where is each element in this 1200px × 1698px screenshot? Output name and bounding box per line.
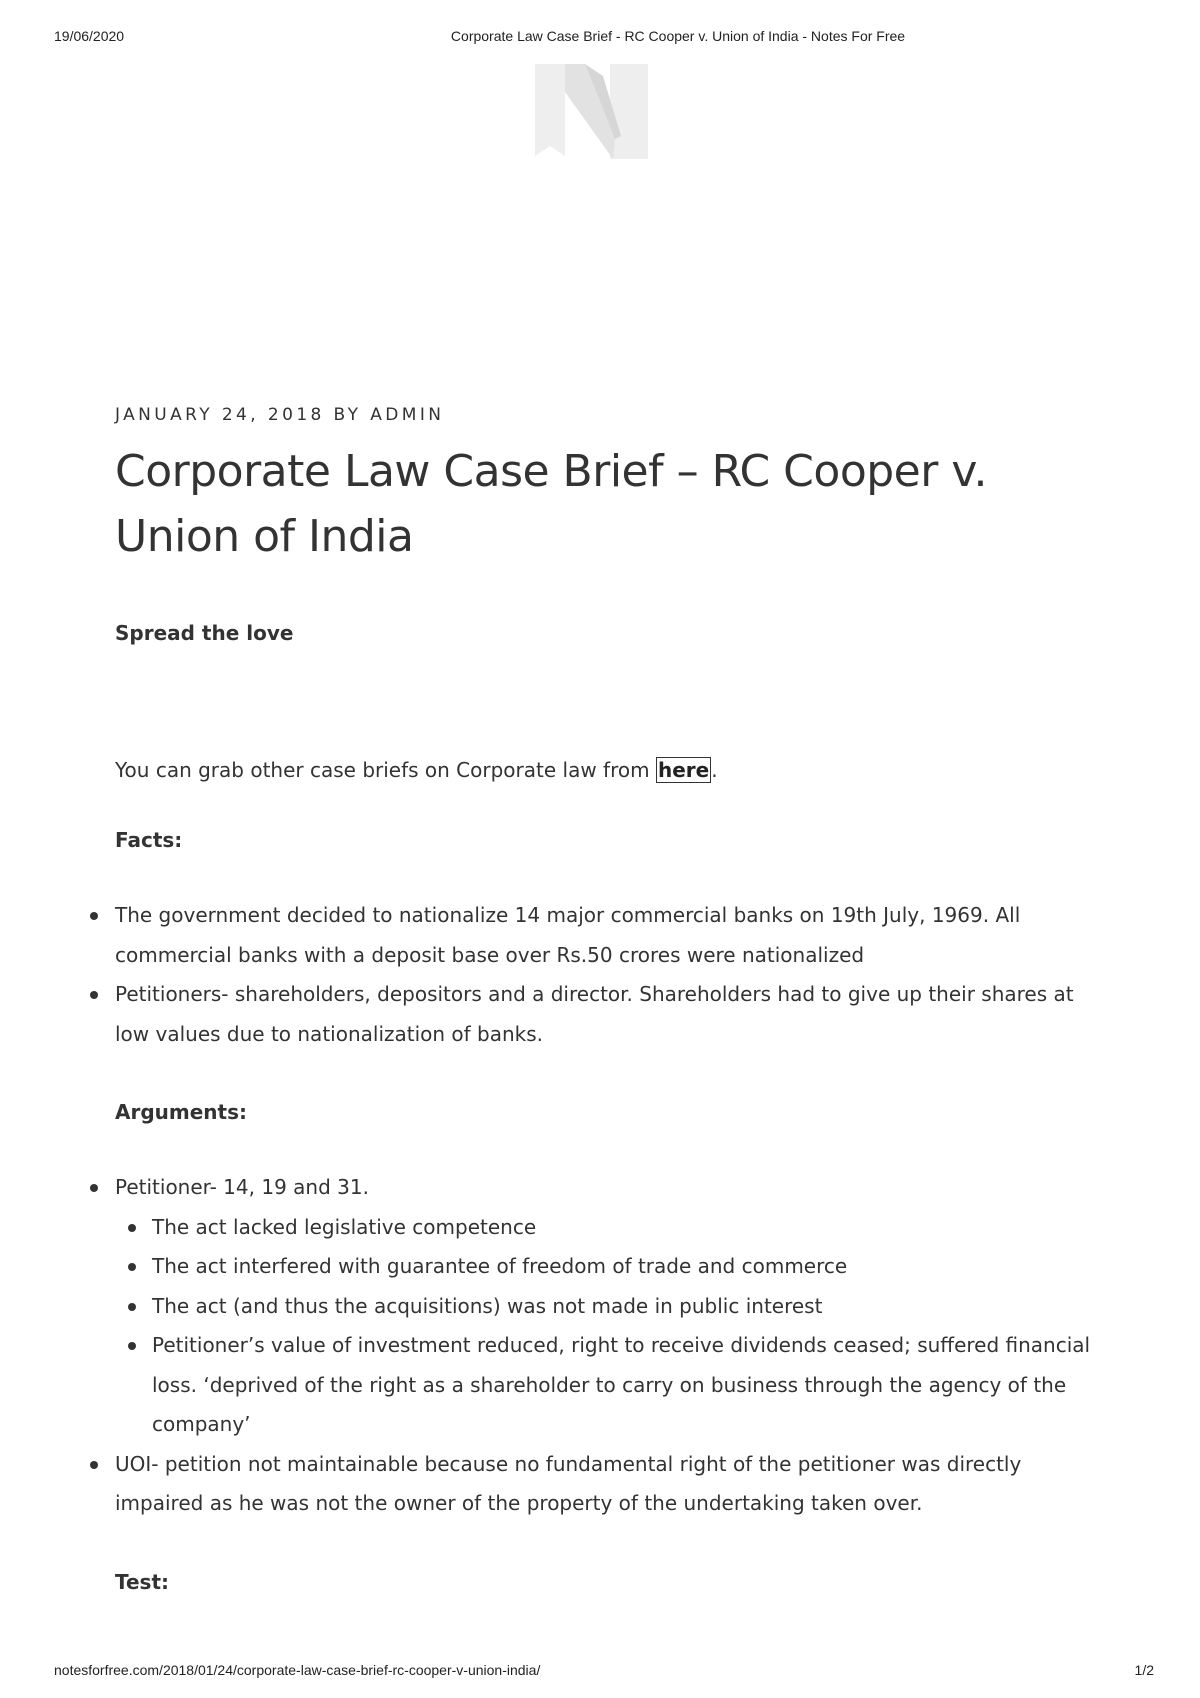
grab-after: . <box>711 758 718 782</box>
site-logo-n-icon[interactable] <box>535 64 653 174</box>
post-meta: JANUARY 24, 2018 BY ADMIN <box>115 405 445 425</box>
list-item: The act (and thus the acquisitions) was not made in public interest <box>152 1287 1095 1327</box>
print-page-title: Corporate Law Case Brief - RC Cooper v. Union of India - Notes For Free <box>450 28 906 44</box>
grab-text: You can grab other case briefs on Corporate law from <box>115 758 656 782</box>
print-url: notesforfree.com/2018/01/24/corporate-law-case-brief-rc-cooper-v-union-india/ <box>54 1662 541 1678</box>
here-link[interactable]: here <box>657 758 710 782</box>
page-number: 1/2 <box>1134 1662 1154 1678</box>
list-item: The government decided to nationalize 14 major commercial banks on 19th July, 1969. All commercial banks with a deposit base over Rs.50 crores were nationalized <box>115 896 1115 975</box>
post-title: Corporate Law Case Brief – RC Cooper v. Union of India <box>115 446 987 562</box>
petitioner-sub-list <box>115 1208 1095 1445</box>
list-item-uoi: UOI- petition not maintainable because no fundamental right of the petitioner was directly impaired as he was not the owner of the property of the undertaking taken over. <box>115 1445 1115 1524</box>
list-item: Petitioner’s value of investment reduced, right to receive dividends ceased; suffered financial loss. ‘deprived of the right as a shareholder to carry on business through the agency of the company’ <box>152 1326 1095 1445</box>
facts-list <box>115 896 1115 1054</box>
grab-case-briefs-text <box>115 758 1115 782</box>
site-logo-n-graphic <box>535 64 653 174</box>
spread-the-love-label: Spread the love <box>115 621 294 645</box>
petitioner-argument: Petitioner- 14, 19 and 31. <box>115 1175 369 1199</box>
list-item: The act interfered with guarantee of freedom of trade and commerce <box>152 1247 1095 1287</box>
arguments-list <box>115 1168 1115 1524</box>
print-date: 19/06/2020 <box>54 28 125 44</box>
list-item: The act lacked legislative competence <box>152 1208 1095 1248</box>
list-item: Petitioners- shareholders, depositors and a director. Shareholders had to give up their shares at low values due to nationalization of banks. <box>115 975 1115 1054</box>
article <box>115 405 1115 1594</box>
arguments-heading: Arguments: <box>115 1100 248 1124</box>
list-item-petitioner <box>115 1168 1115 1445</box>
print-header <box>0 28 1200 50</box>
facts-heading: Facts: <box>115 828 183 852</box>
test-heading: Test: <box>115 1569 170 1594</box>
